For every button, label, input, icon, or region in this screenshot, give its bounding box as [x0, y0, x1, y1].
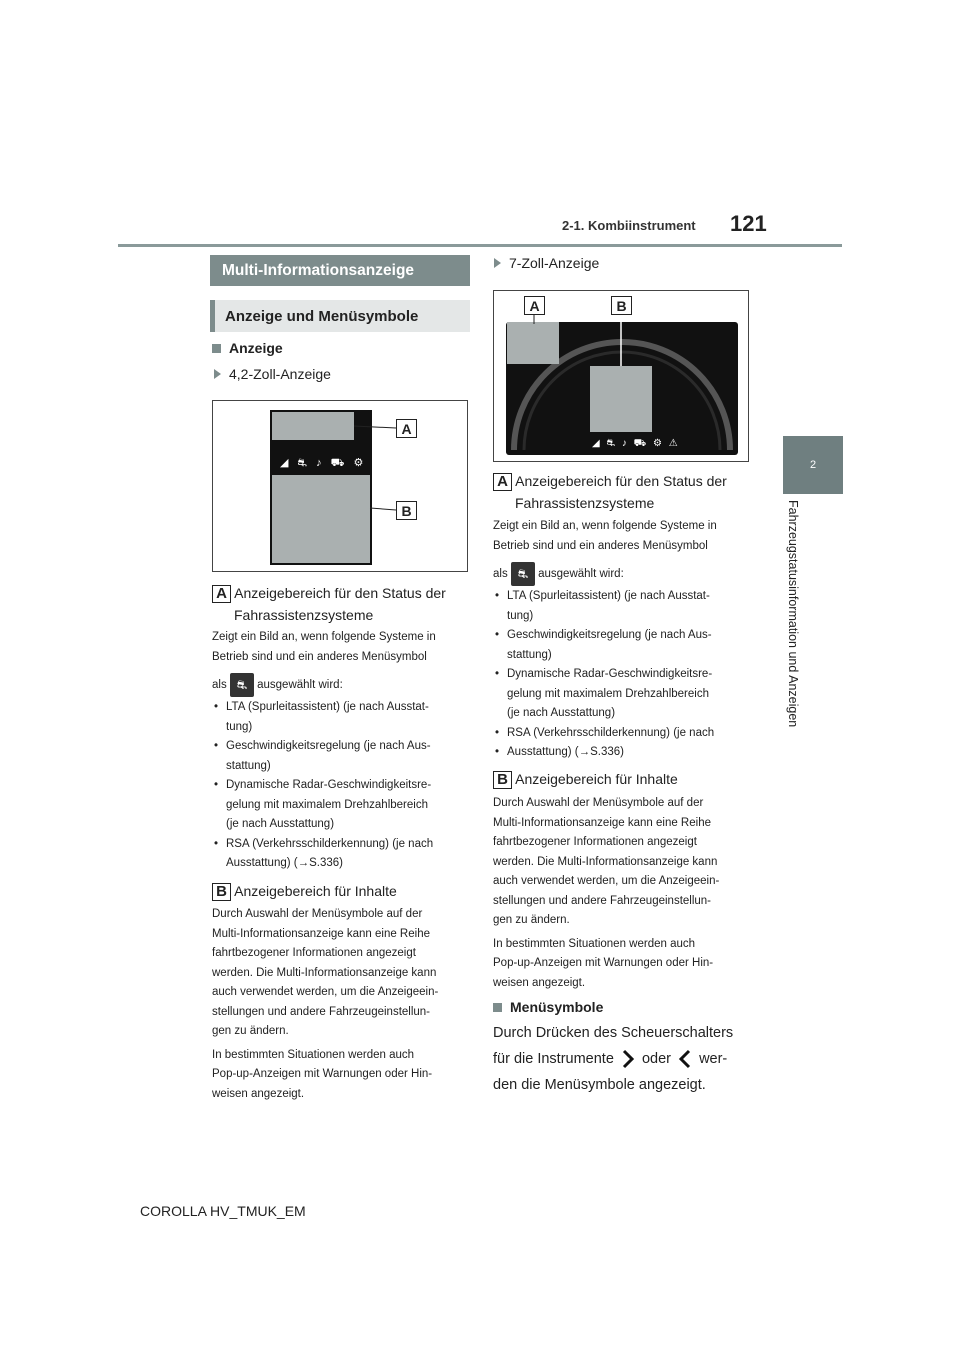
callout-a: A	[524, 296, 545, 315]
header-divider	[118, 244, 842, 247]
item-b-description: Durch Auswahl der Menüsymbole auf der Multi-Informationsanzeige kann eine Reihe fahrtbezogener Informationen angezeigt werden. Die Multi-Informationsanzeige kann auch verwendet werden, um die Anzeigeein- stellungen und andere Fahrzeugeinstellun- gen zu ändern. In bestimmten Situationen werden auch Pop-up-Anzeigen mit Warnungen oder Hin- weisen angezeigt.	[212, 908, 439, 1100]
item-b: B Anzeigebereich für Inhalte	[212, 880, 397, 902]
menu-icons-row: ◢ ⛐ ♪ ⛟ ⚙ ⚠	[280, 457, 386, 469]
menu-icons-row: ◢ ⛐ ♪ ⛟ ⚙ ⚠	[592, 438, 680, 449]
item-a-right-list: • LTA (Spurleitassistent) (je nach Ausstat- tung) • Geschwindigkeitsregelung (je nach Aus- stattung) • Dynamische Radar-Geschwindigkeitsre- gelung mit maximalem Drehzahlbereich (je nach Ausstattung) • RSA (Verkehrsschilderkennung) (je nach • Ausstattung) (→S.336)	[493, 587, 753, 763]
chevron-right-icon	[618, 1048, 638, 1070]
callout-b: B	[611, 296, 632, 315]
callout-lines	[350, 420, 400, 520]
callout-a: A	[396, 419, 417, 438]
section-title: 2-1. Kombiinstrument	[562, 218, 696, 233]
triangle-bullet-icon	[214, 369, 221, 379]
chapter-label: Fahrzeugstatusinformation und Anzeigen	[786, 500, 800, 728]
label-a: A	[493, 473, 512, 491]
label-a: A	[212, 585, 231, 603]
callout-b: B	[396, 501, 417, 520]
callout-lines	[525, 310, 635, 370]
item-b-right: B Anzeigebereich für Inhalte	[493, 768, 678, 790]
subhead-menuesymbole: Menüsymbole	[493, 999, 603, 1015]
item-a-right-description: Zeigt ein Bild an, wenn folgende Systeme in Betrieb sind und ein anderes Menüsymbol als ⛐ ausgewählt wird:	[493, 517, 753, 586]
chapter-tab[interactable]	[783, 436, 843, 494]
footer-model: COROLLA HV_TMUK_EM	[140, 1203, 306, 1219]
page-number: 121	[730, 211, 767, 236]
item-a-list: • LTA (Spurleitassistent) (je nach Ausstat- tung) • Geschwindigkeitsregelung (je nach Aus- stattung) • Dynamische Radar-Geschwindigkeitsre- gelung mit maximalem Drehzahlbereich (je nach Ausstattung) • RSA (Verkehrsschilderkennung) (je nach Ausstattung) (→S.336)	[212, 698, 472, 874]
label-b: B	[493, 771, 512, 789]
menu-description: Durch Drücken des Scheuerschalters für die Instrumente oder wer- den die Menüsymbole angezeigt.	[493, 1025, 734, 1093]
triangle-bullet-icon	[494, 258, 501, 268]
subhead-anzeige: Anzeige	[212, 340, 283, 356]
variant-7: 7-Zoll-Anzeige	[494, 255, 599, 271]
item-a: A Anzeigebereich für den Status der Fahrassistenzsysteme	[212, 582, 446, 626]
item-a-right: A Anzeigebereich für den Status der Fahrassistenzsysteme	[493, 470, 727, 514]
driver-assist-icon: ⛐	[230, 673, 254, 697]
square-bullet-icon	[493, 1003, 502, 1012]
variant-4-2: 4,2-Zoll-Anzeige	[214, 366, 331, 382]
label-b: B	[212, 883, 231, 901]
square-bullet-icon	[212, 344, 221, 353]
item-a-description: Zeigt ein Bild an, wenn folgende Systeme in Betrieb sind und ein anderes Menüsymbol als ⛐ ausgewählt wird:	[212, 628, 472, 697]
sub-heading: Anzeige und Menüsymbole	[210, 300, 470, 332]
area-a	[272, 412, 354, 440]
area-b	[590, 366, 652, 432]
chevron-left-icon	[675, 1048, 695, 1070]
item-b-right-description: Durch Auswahl der Menüsymbole auf der Multi-Informationsanzeige kann eine Reihe fahrtbezogener Informationen angezeigt werden. Die Multi-Informationsanzeige kann auch verwendet werden, um die Anzeigeein- stellungen und andere Fahrzeugeinstellun- gen zu ändern. In bestimmten Situationen werden auch Pop-up-Anzeigen mit Warnungen oder Hin- weisen angezeigt.	[493, 797, 720, 989]
driver-assist-icon: ⛐	[511, 562, 535, 586]
main-heading: Multi-Informationsanzeige	[210, 255, 470, 286]
chapter-number: 2	[809, 459, 817, 471]
